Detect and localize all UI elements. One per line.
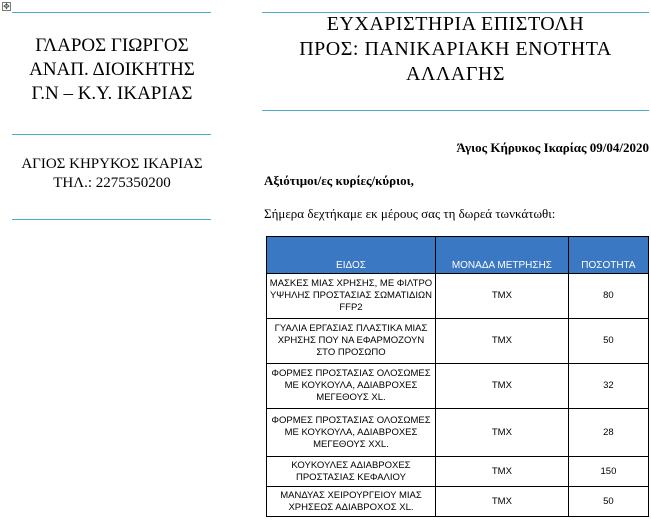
letter-title [262, 12, 649, 87]
table-row [267, 409, 649, 457]
unit-cell: ΤΜΧ [435, 319, 568, 364]
table-header-row [267, 237, 649, 274]
item-cell: ΜΑΣΚΕΣ ΜΙΑΣ ΧΡΗΣΗΣ, ΜΕ ΦΙΛΤΡΟ ΥΨΗΛΗΣ ΠΡΟΣΤΑΣΙΑΣ ΣΩΜΑΤΙΔΙΩΝ FFP2 [267, 274, 436, 319]
unit-cell: ΤΜΧ [435, 364, 568, 409]
title-line-3: ΑΛΛΑΓΗΣ [405, 63, 506, 85]
unit-cell: ΤΜΧ [435, 487, 568, 517]
table-row [267, 457, 649, 487]
column-header-item: ΕΙΔΟΣ [267, 237, 436, 274]
item-cell: ΦΟΡΜΕΣ ΠΡΟΣΤΑΣΙΑΣ ΟΛΟΣΩΜΕΣ ΜΕ ΚΟΥΚΟΥΛΑ, ΑΔΙΑΒΡΟΧΕΣ ΜΕΓΕΘΟΥΣ XXL. [267, 409, 436, 457]
quantity-cell: 50 [568, 487, 648, 517]
title-line-2: ΠΡΟΣ: ΠΑΝΙΚΑΡΙΑΚΗ ΕΝΟΤΗΤΑ [299, 38, 612, 60]
title-line-1: ΕΥΧΑΡΙΣΤΗΡΙΑ ΕΠΙΣΤΟΛΗ [326, 13, 585, 35]
intro-text: Σήμερα δεχτήκαμε εκ μέρους σας τη δωρεά τωνκάτωθι: [264, 206, 556, 221]
unit-cell: ΤΜΧ [435, 274, 568, 319]
divider [12, 219, 211, 220]
sender-phone: ΤΗΛ.: 2275350200 [53, 175, 171, 191]
column-header-quantity: ΠΟΣΟΤΗΤΑ [568, 237, 648, 274]
date-line: Άγιος Κήρυκος Ικαρίας 09/04/2020 [456, 140, 649, 155]
divider [12, 134, 211, 135]
table-row [267, 487, 649, 517]
item-cell: ΜΑΝΔΥΑΣ ΧΕΙΡΟΥΡΓΕΙΟΥ ΜΙΑΣ ΧΡΗΣΕΩΣ ΑΔΙΑΒΡΟΧΟΣ XL. [267, 487, 436, 517]
quantity-cell: 28 [568, 409, 648, 457]
sender-organization: Γ.Ν – Κ.Υ. ΙΚΑΡΙΑΣ [31, 83, 193, 104]
sender-address: ΑΓΙΟΣ ΚΗΡΥΚΟΣ ΙΚΑΡΙΑΣ [21, 156, 203, 172]
item-cell: ΦΟΡΜΕΣ ΠΡΟΣΤΑΣΙΑΣ ΟΛΟΣΩΜΕΣ ΜΕ ΚΟΥΚΟΥΛΑ, ΑΔΙΑΒΡΟΧΕΣ ΜΕΓΕΘΟΥΣ XL. [267, 364, 436, 409]
divider [262, 110, 649, 111]
table-row [267, 274, 649, 319]
unit-cell: ΤΜΧ [435, 457, 568, 487]
sender-block [12, 34, 212, 106]
table-move-handle-icon[interactable]: ✥ [3, 2, 10, 11]
item-cell: ΓΥΑΛΙΑ ΕΡΓΑΣΙΑΣ ΠΛΑΣΤΙΚΑ ΜΙΑΣ ΧΡΗΣΗΣ ΠΟΥ ΝΑ ΕΦΑΡΜΟΖΟΥΝ ΣΤΟ ΠΡΟΣΩΠΟ [267, 319, 436, 364]
table-row [267, 319, 649, 364]
quantity-cell: 150 [568, 457, 648, 487]
column-header-unit: ΜΟΝΑΔΑ ΜΕΤΡΗΣΗΣ [435, 237, 568, 274]
sender-name: ΓΛΑΡΟΣ ΓΙΩΡΓΟΣ [35, 35, 189, 56]
donation-table [266, 236, 649, 517]
quantity-cell: 50 [568, 319, 648, 364]
quantity-cell: 32 [568, 364, 648, 409]
item-cell: ΚΟΥΚΟΥΛΕΣ ΑΔΙΑΒΡΟΧΕΣ ΠΡΟΣΤΑΣΙΑΣ ΚΕΦΑΛΙΟΥ [267, 457, 436, 487]
unit-cell: ΤΜΧ [435, 409, 568, 457]
greeting: Αξιότιμοι/ες κυρίες/κύριοι, [264, 173, 414, 188]
address-block [12, 155, 212, 193]
sender-role: ΑΝΑΠ. ΔΙΟΙΚΗΤΗΣ [29, 59, 195, 80]
table-row [267, 364, 649, 409]
quantity-cell: 80 [568, 274, 648, 319]
divider [12, 12, 211, 13]
